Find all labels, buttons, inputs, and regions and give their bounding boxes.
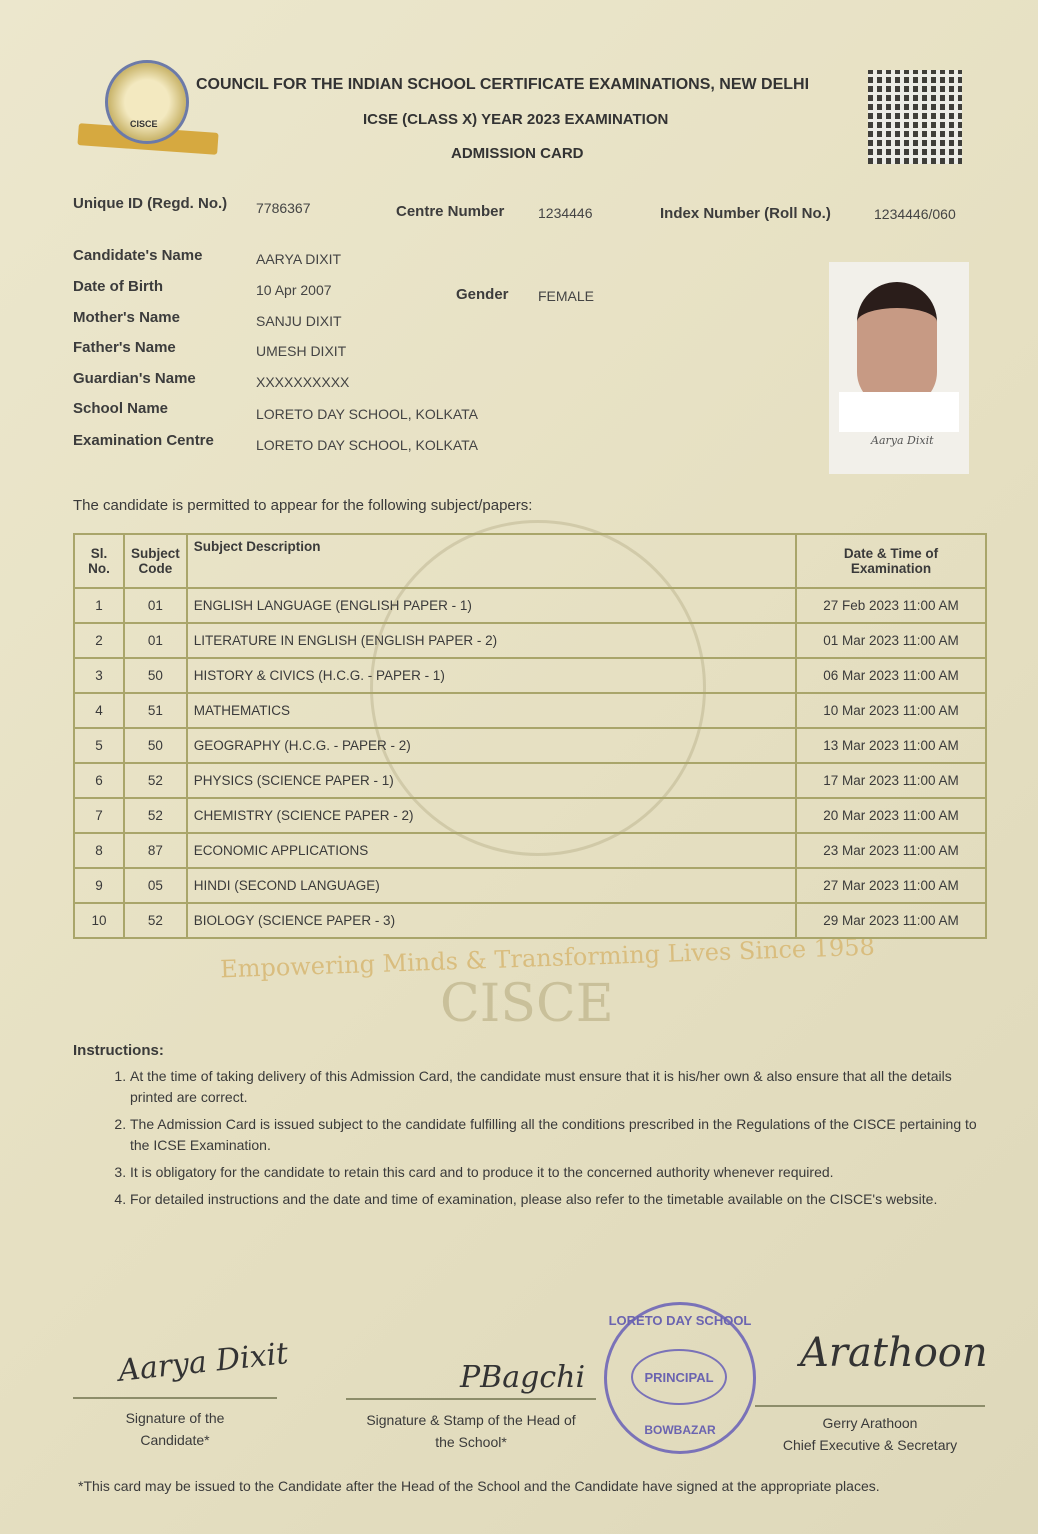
mother-value: SANJU DIXIT: [256, 313, 342, 329]
index-number-label: Index Number (Roll No.): [660, 205, 831, 222]
cell-exam-date-time: 20 Mar 2023 11:00 AM: [796, 798, 986, 833]
head-signature-caption: Signature & Stamp of the Head of the School*: [366, 1412, 576, 1450]
candidate-photo: [829, 262, 969, 474]
photo-signature: Aarya Dixit: [871, 434, 934, 447]
school-value: LORETO DAY SCHOOL, KOLKATA: [256, 406, 478, 422]
cell-exam-date-time: 17 Mar 2023 11:00 AM: [796, 763, 986, 798]
candidate-signature: Aarya Dixit: [116, 1336, 290, 1389]
mother-label: Mother's Name: [73, 309, 180, 326]
table-intro: The candidate is permitted to appear for the following subject/papers:: [73, 497, 533, 514]
secretary-caption: Gerry Arathoon Chief Executive & Secretary: [782, 1415, 958, 1453]
secretary-signature-line: [755, 1405, 985, 1407]
cell-subject-description: ECONOMIC APPLICATIONS: [187, 833, 796, 868]
father-value: UMESH DIXIT: [256, 343, 347, 359]
cell-sl-no: 2: [74, 623, 124, 658]
cell-subject-description: BIOLOGY (SCIENCE PAPER - 3): [187, 903, 796, 938]
cell-exam-date-time: 06 Mar 2023 11:00 AM: [796, 658, 986, 693]
index-number-value: 1234446/060: [874, 206, 956, 222]
cell-exam-date-time: 10 Mar 2023 11:00 AM: [796, 693, 986, 728]
cisce-logo: CISCE: [105, 60, 189, 144]
cell-subject-code: 51: [124, 693, 187, 728]
table-row: [74, 903, 986, 938]
card-title: ADMISSION CARD: [451, 145, 584, 162]
instruction-item: 4. For detailed instructions and the date and time of examination, please also refer to the timetable available on the CISCE's website.: [130, 1189, 980, 1210]
table-header-row: [74, 534, 986, 588]
table-row: [74, 693, 986, 728]
qr-code: [868, 70, 962, 164]
header-date-time: Date & Time of Examination: [796, 534, 986, 588]
uid-value: 7786367: [256, 200, 311, 216]
head-signature: PBagchi: [460, 1360, 586, 1395]
cell-subject-description: LITERATURE IN ENGLISH (ENGLISH PAPER - 2): [187, 623, 796, 658]
cell-sl-no: 10: [74, 903, 124, 938]
cell-sl-no: 9: [74, 868, 124, 903]
table-row: [74, 658, 986, 693]
cell-subject-description: PHYSICS (SCIENCE PAPER - 1): [187, 763, 796, 798]
cell-sl-no: 5: [74, 728, 124, 763]
cell-exam-date-time: 01 Mar 2023 11:00 AM: [796, 623, 986, 658]
centre-number-value: 1234446: [538, 205, 593, 221]
dob-label: Date of Birth: [73, 278, 163, 295]
cell-subject-description: ENGLISH LANGUAGE (ENGLISH PAPER - 1): [187, 588, 796, 623]
council-title: COUNCIL FOR THE INDIAN SCHOOL CERTIFICATE EXAMINATIONS, NEW DELHI: [196, 76, 810, 93]
footnote: *This card may be issued to the Candidate after the Head of the School and the Candidate have signed at the appropriate places.: [78, 1478, 880, 1494]
table-row: [74, 728, 986, 763]
table-row: [74, 763, 986, 798]
guardian-value: XXXXXXXXXX: [256, 374, 350, 390]
cell-exam-date-time: 23 Mar 2023 11:00 AM: [796, 833, 986, 868]
table-row: [74, 623, 986, 658]
candidate-signature-line: [73, 1397, 277, 1399]
instructions-title: Instructions:: [73, 1042, 164, 1059]
photo-face: [857, 282, 937, 408]
cell-subject-code: 87: [124, 833, 187, 868]
cell-subject-code: 05: [124, 868, 187, 903]
cell-exam-date-time: 13 Mar 2023 11:00 AM: [796, 728, 986, 763]
cell-subject-code: 50: [124, 658, 187, 693]
table-row: [74, 588, 986, 623]
header-sl-no: Sl. No.: [74, 534, 124, 588]
cell-subject-description: GEOGRAPHY (H.C.G. - PAPER - 2): [187, 728, 796, 763]
instruction-item: 1. At the time of taking delivery of this Admission Card, the candidate must ensure that it is his/her own & also ensure that all the details printed are correct.: [130, 1066, 980, 1108]
table-row: [74, 833, 986, 868]
cell-sl-no: 1: [74, 588, 124, 623]
cell-subject-code: 01: [124, 623, 187, 658]
cell-subject-code: 52: [124, 903, 187, 938]
subjects-table: [73, 533, 987, 939]
watermark-seal-text: CISCE: [440, 974, 614, 1034]
cell-subject-description: MATHEMATICS: [187, 693, 796, 728]
cell-exam-date-time: 27 Feb 2023 11:00 AM: [796, 588, 986, 623]
father-label: Father's Name: [73, 339, 176, 356]
cell-exam-date-time: 29 Mar 2023 11:00 AM: [796, 903, 986, 938]
instructions-list: [100, 1060, 980, 1210]
school-label: School Name: [73, 400, 169, 417]
cell-sl-no: 7: [74, 798, 124, 833]
cell-sl-no: 4: [74, 693, 124, 728]
cell-subject-code: 01: [124, 588, 187, 623]
header-subject-description: Subject Description: [187, 534, 796, 588]
cell-subject-code: 52: [124, 798, 187, 833]
uid-label: Unique ID (Regd. No.): [73, 195, 228, 212]
name-value: AARYA DIXIT: [256, 251, 342, 267]
photo-shirt: [839, 392, 959, 432]
cell-subject-description: HINDI (SECOND LANGUAGE): [187, 868, 796, 903]
candidate-signature-caption: Signature of the Candidate*: [125, 1410, 225, 1448]
name-label: Candidate's Name: [73, 247, 203, 264]
centre-number-label: Centre Number: [396, 203, 505, 220]
table-row: [74, 868, 986, 903]
instruction-item: 2. The Admission Card is issued subject to the candidate fulfilling all the conditions prescribed in the Regulations of the CISCE pertaining to the ICSE Examination.: [130, 1114, 980, 1156]
dob-value: 10 Apr 2007: [256, 282, 332, 298]
instruction-item: 3. It is obligatory for the candidate to retain this card and to produce it to the concerned authority whenever required.: [130, 1162, 980, 1183]
school-stamp: LORETO DAY SCHOOL PRINCIPAL BOWBAZAR: [604, 1302, 756, 1454]
cell-subject-code: 52: [124, 763, 187, 798]
exam-centre-value: LORETO DAY SCHOOL, KOLKATA: [256, 437, 478, 453]
secretary-signature: Arathoon: [800, 1330, 988, 1376]
guardian-label: Guardian's Name: [73, 370, 196, 387]
cell-subject-description: CHEMISTRY (SCIENCE PAPER - 2): [187, 798, 796, 833]
cell-sl-no: 8: [74, 833, 124, 868]
cell-exam-date-time: 27 Mar 2023 11:00 AM: [796, 868, 986, 903]
cell-subject-code: 50: [124, 728, 187, 763]
exam-centre-label: Examination Centre: [73, 432, 214, 449]
exam-title: ICSE (CLASS X) YEAR 2023 EXAMINATION: [363, 111, 669, 128]
gender-label: Gender: [456, 286, 509, 303]
cell-subject-description: HISTORY & CIVICS (H.C.G. - PAPER - 1): [187, 658, 796, 693]
cell-sl-no: 6: [74, 763, 124, 798]
gender-value: FEMALE: [538, 288, 595, 304]
watermark-tagline: Empowering Minds & Transforming Lives Since 1958: [219, 932, 876, 984]
table-row: [74, 798, 986, 833]
head-signature-line: [346, 1398, 596, 1400]
header-subject-code: Subject Code: [124, 534, 187, 588]
cell-sl-no: 3: [74, 658, 124, 693]
